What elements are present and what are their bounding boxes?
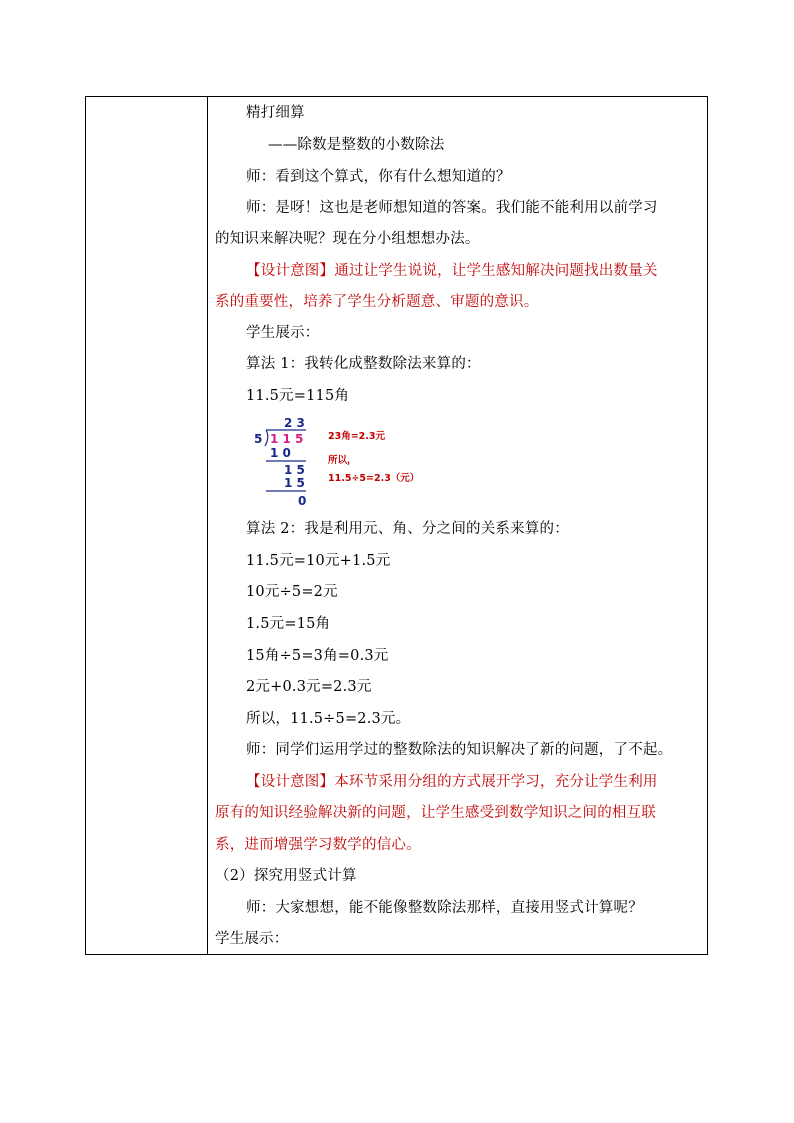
design-intent-text: 系，进而增强学习数学的信心。 (215, 837, 421, 853)
subsection-heading: （2）探究用竖式计算 (215, 868, 357, 884)
text-line: 学生展示： (246, 325, 320, 341)
text-line: 的知识来解决呢？现在分小组想想办法。 (215, 231, 480, 247)
dividend: 1 1 5 (270, 432, 304, 446)
design-intent-line (246, 261, 658, 281)
design-intent-text: 通过让学生说说，让学生感知解决问题找出数量关 (334, 263, 658, 279)
section-subtitle: ——除数是整数的小数除法 (268, 137, 445, 153)
divisor: 5 (254, 432, 263, 446)
step-product-1: 1 0 (270, 446, 291, 460)
text-line: 10元÷5=2元 (246, 584, 338, 600)
left-column (86, 97, 208, 954)
design-intent-text: 系的重要性，培养了学生分析题意、审题的意识。 (215, 294, 539, 310)
text-line: 算法 1：我转化成整数除法来算的： (246, 356, 481, 372)
lesson-table (85, 96, 708, 955)
text-line: 学生展示： (215, 931, 289, 947)
final-remainder: 0 (298, 494, 307, 508)
text-line: 师：是呀！这也是老师想知道的答案。我们能不能利用以前学习 (246, 200, 658, 216)
text-line: 15角÷5=3角=0.3元 (246, 648, 389, 664)
text-line: 所以，11.5÷5=2.3元。 (246, 711, 411, 727)
quotient: 2 3 (284, 416, 305, 430)
section-title: 精打细算 (246, 105, 305, 121)
note-line: 23角=2.3元 (328, 431, 386, 442)
text-line: 11.5元=115角 (246, 388, 350, 404)
design-intent-text: 原有的知识经验解决新的问题，让学生感受到数学知识之间的相互联 (215, 805, 656, 821)
design-intent-tag: 【设计意图】 (246, 774, 335, 790)
design-intent-tag: 【设计意图】 (246, 263, 335, 279)
long-division-figure (246, 411, 446, 511)
text-line: 师：大家想想，能不能像整数除法那样，直接用竖式计算呢？ (246, 900, 643, 916)
note-line: 所以， (328, 455, 357, 466)
note-line: 11.5÷5=2.3（元） (328, 473, 420, 484)
text-line: 11.5元=10元+1.5元 (246, 553, 391, 569)
text-line: 师：看到这个算式，你有什么想知道的？ (246, 169, 511, 185)
text-line: 2元+0.3元=2.3元 (246, 679, 372, 695)
step-remainder-1: 1 5 (284, 463, 305, 477)
step-product-2: 1 5 (284, 476, 305, 490)
text-line: 算法 2：我是利用元、角、分之间的关系来算的： (246, 521, 569, 537)
text-line: 1.5元=15角 (246, 616, 331, 632)
design-intent-text: 本环节采用分组的方式展开学习，充分让学生利用 (334, 774, 658, 790)
text-line: 师：同学们运用学过的整数除法的知识解决了新的问题，了不起。 (246, 742, 673, 758)
content-column (208, 97, 707, 954)
design-intent-line (246, 772, 658, 792)
